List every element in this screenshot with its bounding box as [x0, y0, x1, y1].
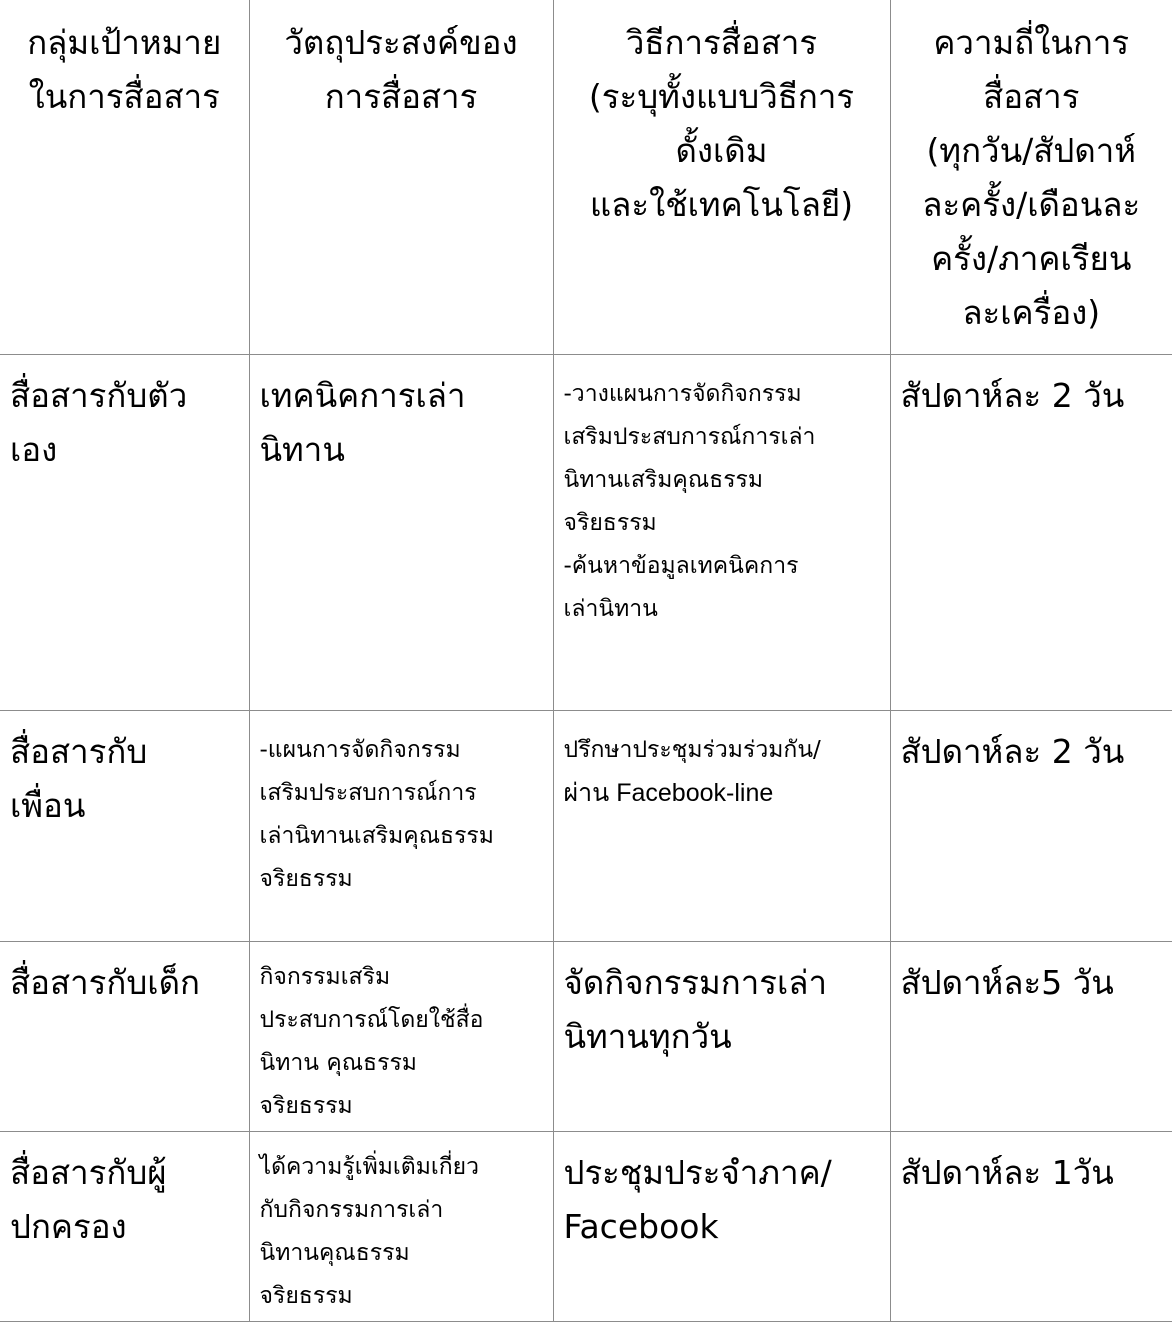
table-row: [0, 941, 1172, 1131]
cell-target: [0, 710, 249, 941]
cell-target: [0, 941, 249, 1131]
cell-text: ปรึกษาประชุมร่วมร่วมกัน/: [563, 736, 821, 763]
cell-frequency: [890, 710, 1172, 941]
cell-text: -ค้นหาข้อมูลเทคนิคการ: [563, 552, 799, 579]
cell-text: สื่อสารกับตัว: [10, 375, 188, 415]
header-text: ครั้ง/ภาคเรียน: [931, 239, 1132, 278]
header-text: ละเครื่อง): [962, 293, 1101, 332]
cell-target: [0, 354, 249, 710]
table-row: [0, 710, 1172, 941]
cell-text: ปกครอง: [10, 1206, 127, 1246]
cell-text: จัดกิจกรรมการเล่า: [563, 962, 828, 1002]
cell-text: ประชุมประจำภาค/: [563, 1152, 832, 1192]
cell-method: [553, 1131, 890, 1321]
header-text: ดั้งเดิม: [675, 131, 768, 170]
cell-text: สัปดาห์ละ 1วัน: [900, 1152, 1114, 1192]
header-text: สื่อสาร: [983, 77, 1080, 116]
header-text: ความถี่ในการ: [933, 23, 1130, 62]
cell-text: ประสบการณ์โดยใช้สื่อ: [259, 1006, 484, 1033]
header-frequency: [890, 0, 1172, 354]
cell-objective: [249, 1131, 553, 1321]
cell-text: สื่อสารกับ: [10, 731, 148, 771]
header-row: [0, 0, 1172, 354]
cell-text: -แผนการจัดกิจกรรม: [259, 736, 461, 763]
cell-text: สัปดาห์ละ 2 วัน: [900, 731, 1125, 771]
cell-text: ได้ความรู้เพิ่มเติมเกี่ยว: [259, 1153, 480, 1180]
cell-target: [0, 1131, 249, 1321]
cell-text: สัปดาห์ละ 2 วัน: [900, 375, 1125, 415]
header-text: การสื่อสาร: [324, 77, 478, 116]
cell-text: สื่อสารกับผู้: [10, 1152, 167, 1192]
cell-frequency: [890, 354, 1172, 710]
cell-objective: [249, 354, 553, 710]
cell-text: เล่านิทานเสริมคุณธรรม: [259, 822, 494, 849]
cell-text: เล่านิทาน: [563, 595, 658, 622]
cell-text: -วางแผนการจัดกิจกรรม: [563, 380, 802, 407]
header-text: ละครั้ง/เดือนละ: [922, 185, 1141, 224]
header-text: (ทุกวัน/สัปดาห์: [926, 131, 1137, 170]
table-row: [0, 354, 1172, 710]
cell-method: [553, 941, 890, 1131]
header-text: (ระบุทั้งแบบวิธีการ: [588, 77, 855, 116]
cell-text: เสริมประสบการณ์การเล่า: [563, 423, 816, 450]
cell-text: จริยธรรม: [259, 865, 353, 892]
cell-text: จริยธรรม: [259, 1092, 353, 1119]
cell-text: นิทานเสริมคุณธรรม: [563, 466, 764, 493]
cell-method: [553, 710, 890, 941]
cell-text: เอง: [10, 429, 58, 469]
header-target: [0, 0, 249, 354]
cell-text: สื่อสารกับเด็ก: [10, 962, 200, 1002]
cell-text: สัปดาห์ละ5 วัน: [900, 962, 1114, 1002]
header-text: ในการสื่อสาร: [28, 77, 220, 116]
table-row: [0, 1131, 1172, 1321]
cell-text: กิจกรรมเสริม: [259, 963, 391, 990]
cell-frequency: [890, 941, 1172, 1131]
header-method: [553, 0, 890, 354]
cell-objective: [249, 941, 553, 1131]
header-text: วิธีการสื่อสาร: [625, 23, 818, 62]
cell-text: นิทานทุกวัน: [563, 1016, 732, 1056]
cell-text: นิทาน คุณธรรม: [259, 1049, 417, 1076]
cell-objective: [249, 710, 553, 941]
cell-text: Facebook: [563, 1206, 719, 1246]
cell-text: ผ่าน Facebook-line: [563, 778, 774, 807]
header-text: วัตถุประสงค์ของ: [284, 23, 518, 62]
cell-text: นิทาน: [259, 429, 345, 469]
cell-frequency: [890, 1131, 1172, 1321]
cell-text: กับกิจกรรมการเล่า: [259, 1196, 444, 1223]
cell-text: นิทานคุณธรรม: [259, 1239, 410, 1266]
header-text: และใช้เทคโนโลยี): [589, 185, 854, 224]
cell-method: [553, 354, 890, 710]
cell-text: จริยธรรม: [259, 1282, 353, 1309]
header-objective: [249, 0, 553, 354]
header-text: กลุ่มเป้าหมาย: [27, 23, 222, 62]
cell-text: เพื่อน: [10, 785, 86, 825]
cell-text: จริยธรรม: [563, 509, 657, 536]
cell-text: เสริมประสบการณ์การ: [259, 779, 477, 806]
cell-text: เทคนิคการเล่า: [259, 375, 466, 415]
